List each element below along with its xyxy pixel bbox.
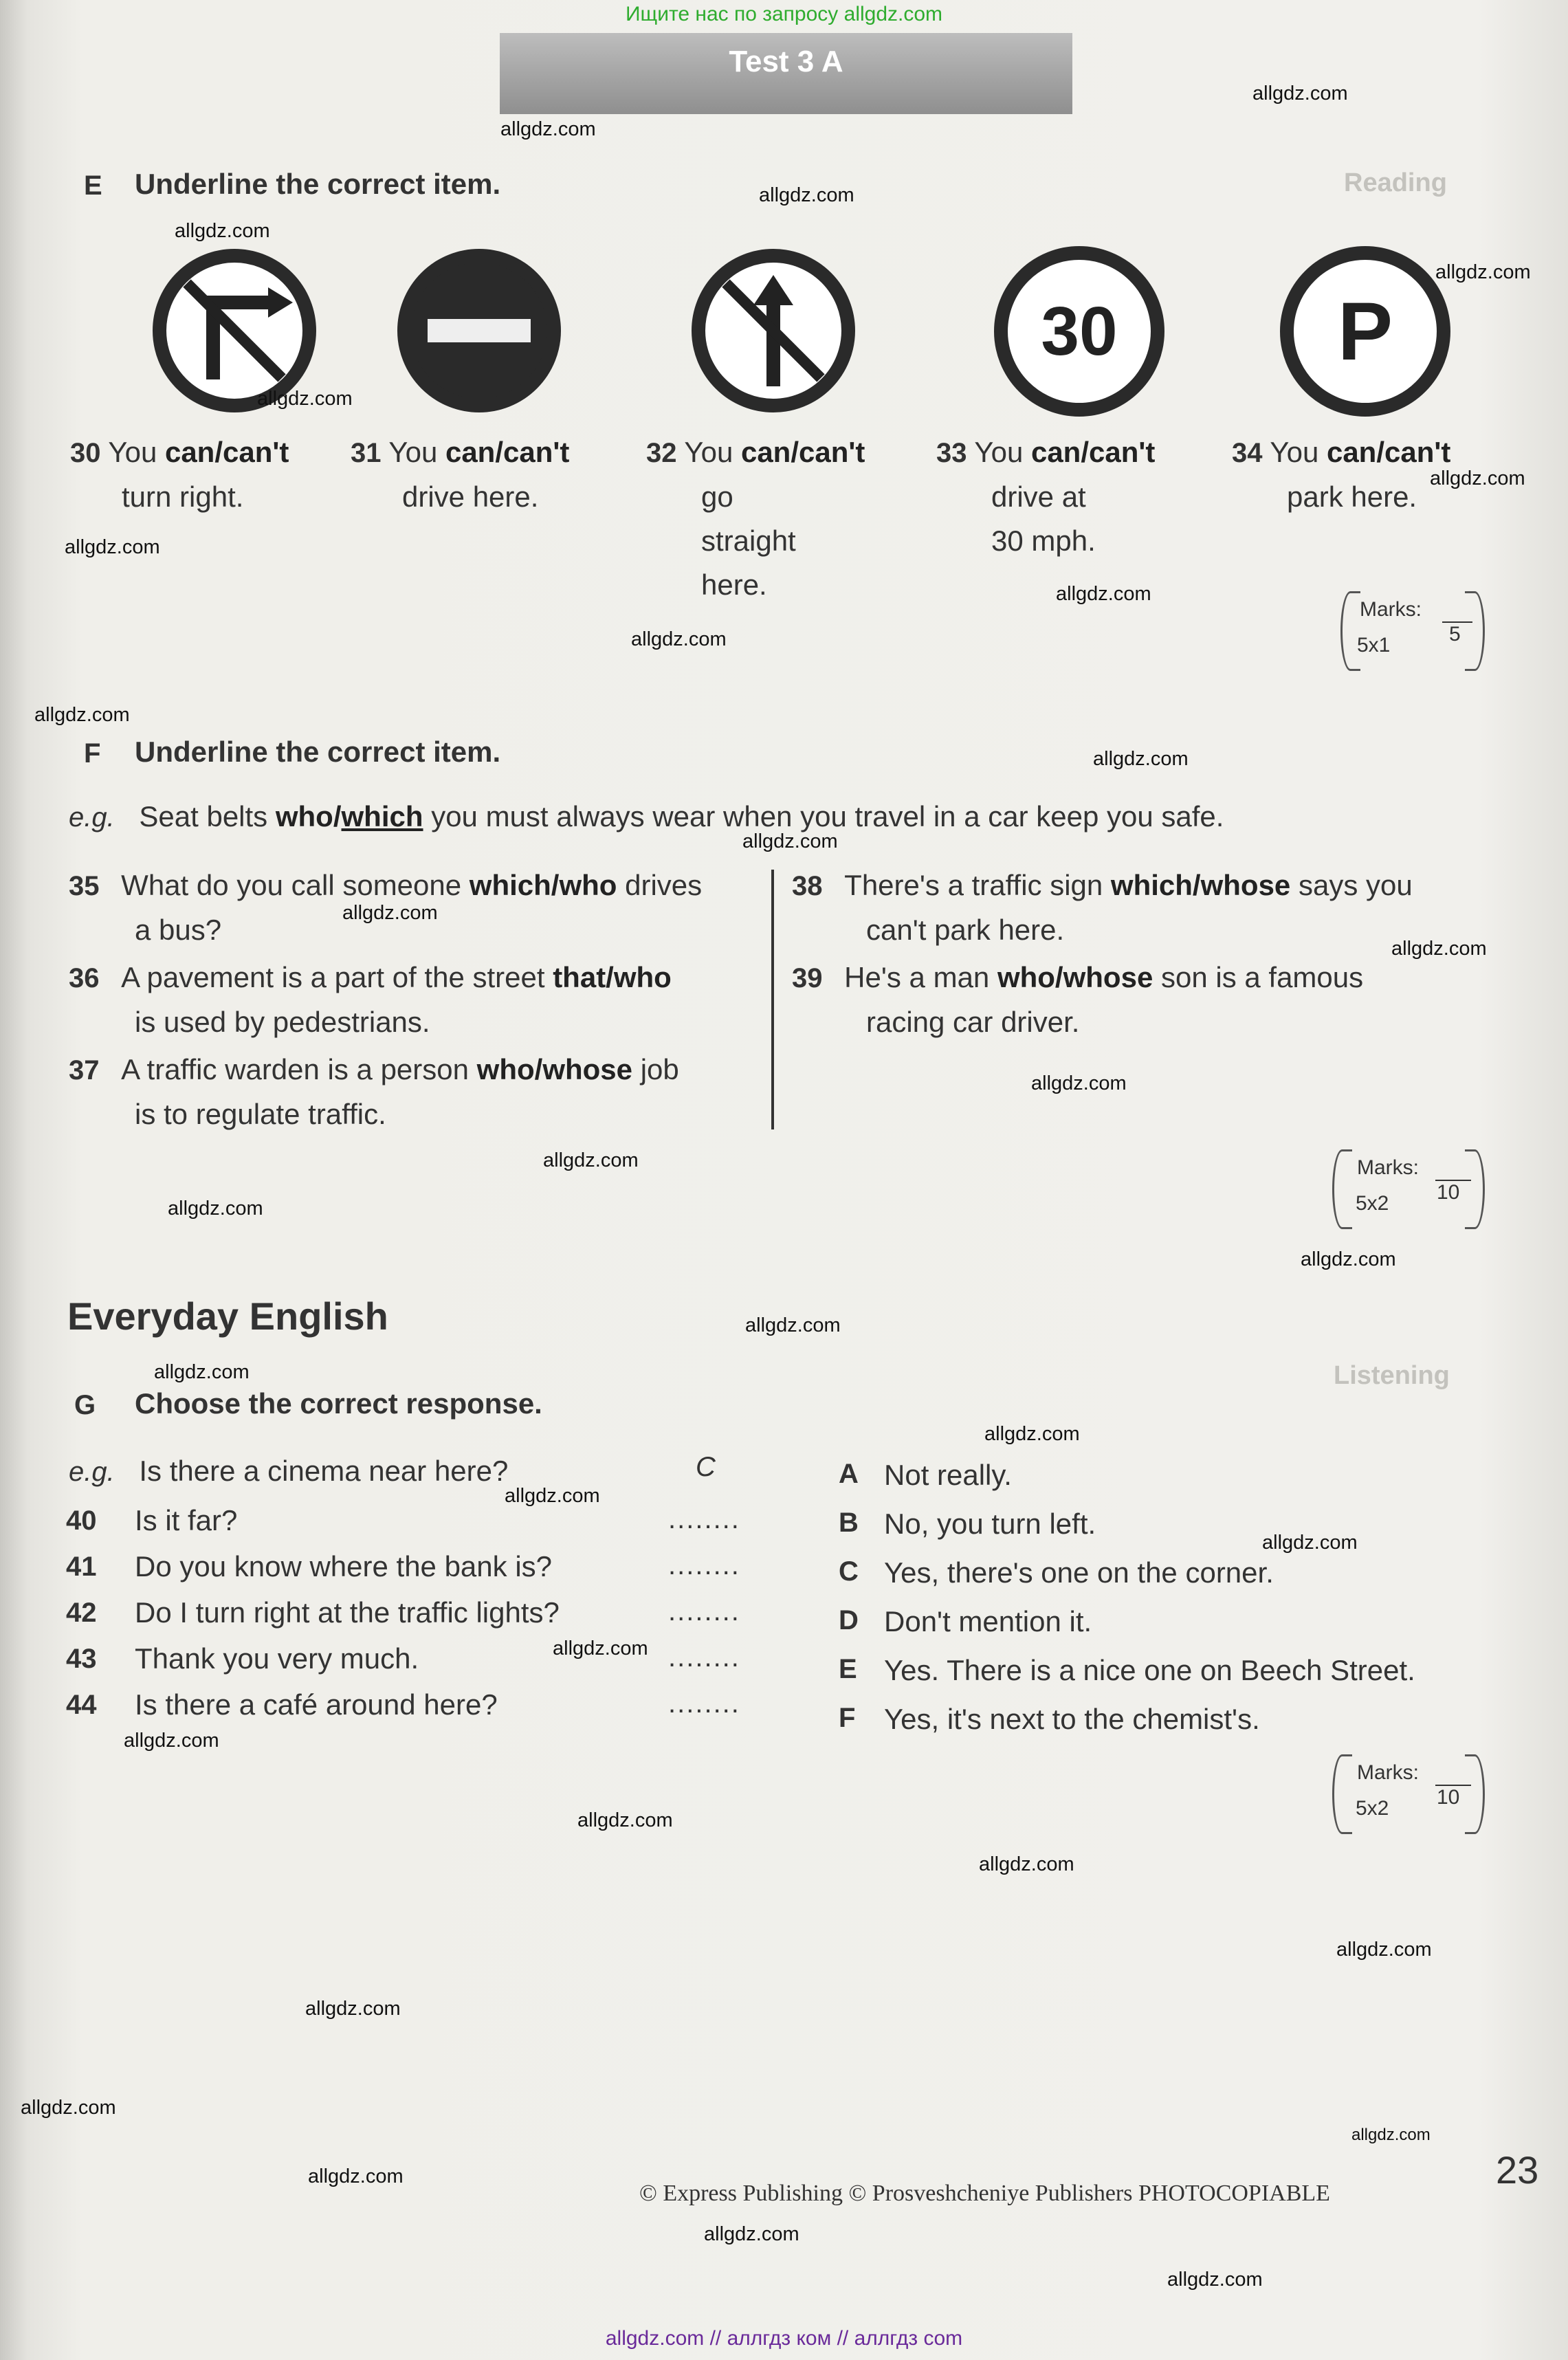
- question-list: [66, 1499, 767, 1729]
- watermark-text: allgdz.com: [1167, 2269, 1263, 2291]
- copyright-footer: © Express Publishing © Prosveshcheniye Publishers PHOTOCOPIABLE: [639, 2181, 1330, 2206]
- answer-options: [839, 1453, 1499, 1746]
- column-divider: [771, 870, 774, 1129]
- question-43: 43 Thank you very much. ........: [66, 1642, 740, 1675]
- watermark-text: allgdz.com: [745, 1314, 841, 1336]
- item-37: 37 A traffic warden is a person who/whose job is to regulate traffic.: [69, 1053, 679, 1130]
- answer-blank-41[interactable]: ........: [668, 1550, 740, 1580]
- choice-36[interactable]: that/who: [553, 961, 672, 993]
- watermark-text: allgdz.com: [1093, 748, 1189, 770]
- section-g-instruction: Choose the correct response.: [135, 1387, 542, 1420]
- test-header: Test 3 A: [500, 33, 1072, 114]
- section-g-example: e.g. Is there a cinema near here?: [69, 1455, 509, 1487]
- watermark-text: allgdz.com: [124, 1730, 219, 1752]
- answer-blank-40[interactable]: ........: [668, 1504, 740, 1534]
- question-42: 42 Do I turn right at the traffic lights? ........: [66, 1596, 740, 1629]
- watermark-text: allgdz.com: [704, 2223, 799, 2245]
- ghost-heading-reading: Reading: [1344, 168, 1447, 197]
- choice-39[interactable]: who/whose: [997, 961, 1153, 993]
- parking-letter: P: [1337, 285, 1393, 377]
- watermark-text: allgdz.com: [631, 628, 727, 650]
- option-a[interactable]: A Not really.: [839, 1459, 1012, 1491]
- watermark-text: allgdz.com: [308, 2165, 404, 2187]
- watermark-text: allgdz.com: [175, 220, 270, 242]
- watermark-text: allgdz.com: [1351, 2126, 1431, 2144]
- answer-blank-43[interactable]: ........: [668, 1642, 740, 1673]
- question-44: 44 Is there a café around here? ........: [66, 1688, 740, 1721]
- marks-box-f: Marks: 10 5x2: [1332, 1149, 1485, 1225]
- watermark-text: allgdz.com: [168, 1198, 263, 1220]
- option-f[interactable]: F Yes, it's next to the chemist's.: [839, 1703, 1260, 1735]
- watermark-text: allgdz.com: [979, 1853, 1074, 1875]
- question-41: 41 Do you know where the bank is? ........: [66, 1550, 740, 1582]
- section-f-example: e.g. Seat belts who/which you must always wear when you travel in a car keep you safe.: [69, 800, 1224, 832]
- watermark-text: allgdz.com: [1430, 467, 1525, 489]
- item-32: 32 You can/can't go straight here.: [646, 436, 865, 601]
- section-f-letter: F: [84, 738, 101, 769]
- marks-box-e: Marks: 5 5x1: [1340, 591, 1485, 667]
- watermark-text: allgdz.com: [65, 536, 160, 558]
- top-site-link[interactable]: Ищите нас по запросу allgdz.com: [625, 3, 943, 25]
- item-33: 33 You can/can't drive at 30 mph.: [936, 436, 1156, 557]
- speed-limit-number: 30: [1041, 293, 1118, 370]
- parking-icon: [1280, 246, 1450, 417]
- option-d[interactable]: D Don't mention it.: [839, 1605, 1092, 1637]
- item-34: 34 You can/can't park here.: [1232, 436, 1451, 513]
- watermark-text: allgdz.com: [1056, 583, 1151, 605]
- speed-limit-icon: [994, 246, 1164, 417]
- section-e-letter: E: [84, 170, 102, 201]
- section-f-instruction: Underline the correct item.: [135, 736, 501, 768]
- watermark-text: allgdz.com: [553, 1637, 648, 1659]
- choice-33[interactable]: can/can't: [1030, 436, 1156, 468]
- bottom-site-links[interactable]: allgdz.com // аллгдз ком // аллгдз com: [605, 2327, 963, 2350]
- choice-35[interactable]: which/who: [469, 869, 617, 901]
- choice-30[interactable]: can/can't: [164, 436, 289, 468]
- everyday-english-heading: Everyday English: [67, 1294, 388, 1338]
- watermark-text: allgdz.com: [500, 118, 596, 140]
- watermark-text: allgdz.com: [543, 1149, 639, 1171]
- watermark-text: allgdz.com: [34, 704, 130, 726]
- watermark-text: allgdz.com: [305, 1998, 401, 2020]
- watermark-text: allgdz.com: [154, 1361, 250, 1383]
- watermark-text: allgdz.com: [1252, 82, 1348, 104]
- example-answer: C: [696, 1452, 716, 1482]
- ghost-heading-listening: Listening: [1334, 1361, 1450, 1390]
- item-36: 36 A pavement is a part of the street that/who is used by pedestrians.: [69, 961, 672, 1038]
- question-40: 40 Is it far? ........: [66, 1504, 740, 1536]
- item-39: 39 He's a man who/whose son is a famous racing car driver.: [792, 961, 1364, 1038]
- watermark-text: allgdz.com: [1336, 1939, 1432, 1961]
- watermark-text: allgdz.com: [1031, 1072, 1127, 1094]
- option-c[interactable]: C Yes, there's one on the corner.: [839, 1556, 1274, 1589]
- no-entry-icon: [397, 249, 561, 412]
- watermark-text: allgdz.com: [1262, 1532, 1358, 1554]
- watermark-text: allgdz.com: [759, 184, 854, 206]
- watermark-text: allgdz.com: [505, 1485, 600, 1507]
- watermark-text: allgdz.com: [21, 2097, 116, 2119]
- option-e[interactable]: E Yes. There is a nice one on Beech Street.: [839, 1654, 1415, 1686]
- item-30: 30 You can/can't turn right.: [70, 436, 289, 513]
- watermark-text: allgdz.com: [1391, 938, 1487, 960]
- no-straight-ahead-icon: [692, 249, 855, 412]
- choice-31[interactable]: can/can't: [445, 436, 570, 468]
- watermark-text: allgdz.com: [1435, 261, 1531, 283]
- watermark-text: allgdz.com: [1301, 1248, 1396, 1270]
- page-number: 23: [1496, 2148, 1539, 2192]
- choice-38[interactable]: which/whose: [1110, 869, 1291, 901]
- choice-34[interactable]: can/can't: [1326, 436, 1451, 468]
- watermark-text: allgdz.com: [984, 1423, 1080, 1445]
- item-31: 31 You can/can't drive here.: [351, 436, 570, 513]
- item-38: 38 There's a traffic sign which/whose says you can't park here.: [792, 869, 1413, 946]
- watermark-text: allgdz.com: [577, 1809, 673, 1831]
- answer-blank-42[interactable]: ........: [668, 1596, 740, 1626]
- answer-blank-44[interactable]: ........: [668, 1688, 740, 1719]
- marks-box-g: Marks: 10 5x2: [1332, 1754, 1485, 1830]
- section-e-instruction: Underline the correct item.: [135, 168, 501, 200]
- watermark-text: allgdz.com: [342, 902, 438, 924]
- item-35: 35 What do you call someone which/who drives a bus?: [69, 869, 703, 946]
- choice-37[interactable]: who/whose: [476, 1053, 633, 1085]
- watermark-text: allgdz.com: [257, 388, 353, 410]
- watermark-text: allgdz.com: [742, 830, 838, 852]
- section-g-letter: G: [74, 1390, 96, 1420]
- option-b[interactable]: B No, you turn left.: [839, 1508, 1096, 1540]
- choice-32[interactable]: can/can't: [740, 436, 865, 468]
